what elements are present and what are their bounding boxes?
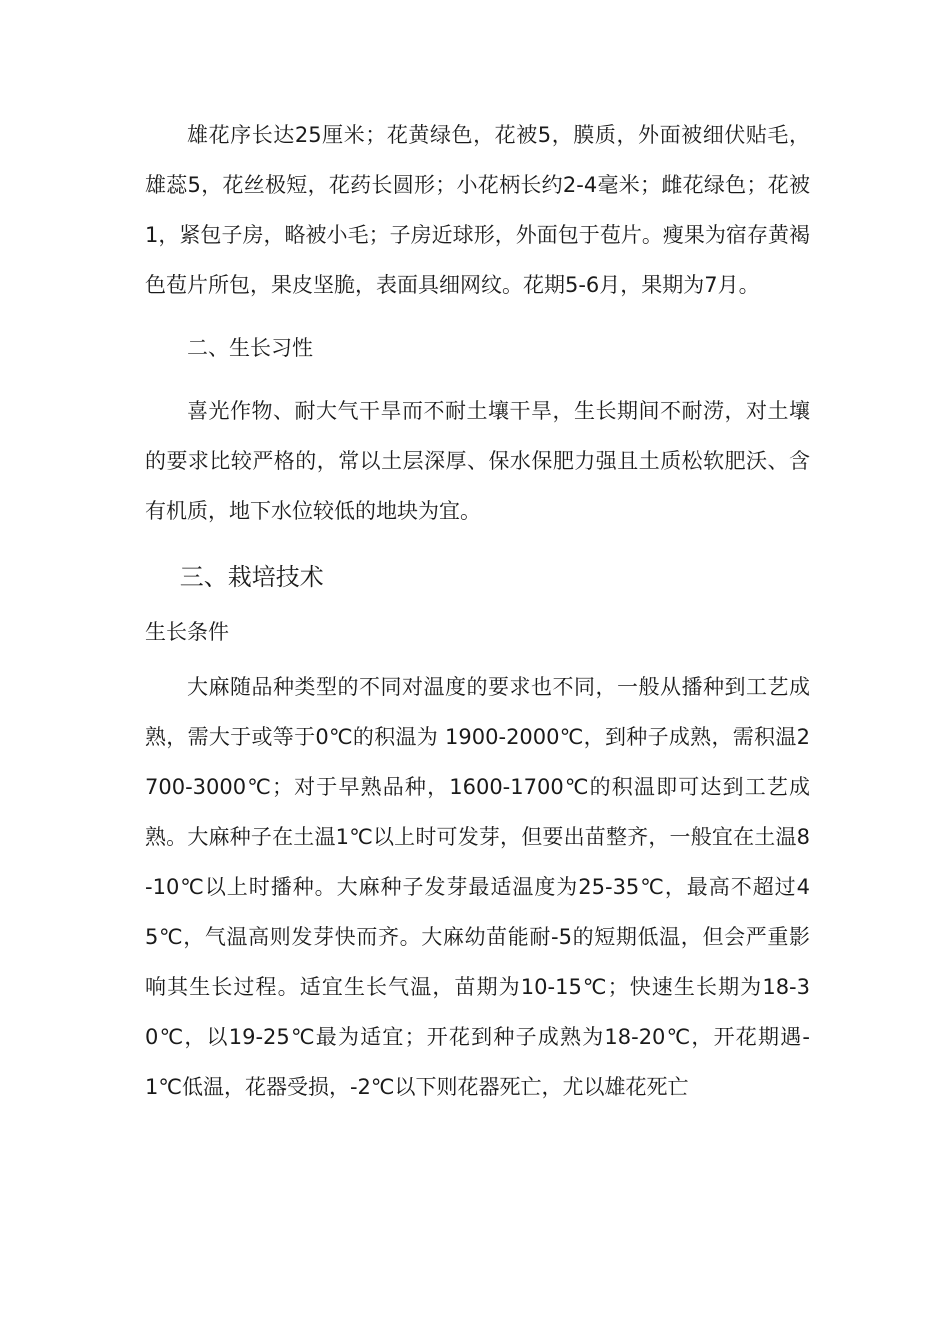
section-heading-growth-habit: 二、生长习性	[187, 336, 313, 360]
section-heading-cultivation: 三、栽培技术	[179, 563, 324, 591]
subheading-growth-conditions: 生长条件	[145, 620, 229, 644]
paragraph-growth-habit: 喜光作物、耐大气干旱而不耐土壤干旱，生长期间不耐涝，对土壤的要求比较严格的，常以土层深厚、保水保肥力强且土质松软肥沃、含有机质，地下水位较低的地块为宜。	[145, 399, 810, 523]
paragraph-morphology: 雄花序长达25厘米；花黄绿色，花被5，膜质，外面被细伏贴毛，雄蕊5，花丝极短，花药长圆形；小花柄长约2-4毫米；雌花绿色；花被1，紧包子房，略被小毛；子房近球形，外面包于苞片。瘦果为宿存黄褐色苞片所包，果皮坚脆，表面具细网纹。花期5-6月，果期为7月。	[145, 123, 810, 297]
document-page	[145, 110, 810, 1112]
paragraph-temperature: 大麻随品种类型的不同对温度的要求也不同，一般从播种到工艺成熟，需大于或等于0℃的积温为 1900-2000℃，到种子成熟，需积温2700-3000℃；对于早熟品种，1600-1700℃的积温即可达到工艺成熟。大麻种子在土温1℃以上时可发芽，但要出苗整齐，一般宜在土温8-10℃以上时播种。大麻种子发芽最适温度为25-35℃，最高不超过45℃，气温高则发芽快而齐。大麻幼苗能耐-5的短期低温，但会严重影响其生长过程。适宜生长气温，苗期为10-15℃；快速生长期为18-30℃，以19-25℃最为适宜；开花到种子成熟为18-20℃，开花期遇-1℃低温，花器受损，-2℃以下则花器死亡，尤以雄花死亡	[145, 675, 810, 1099]
